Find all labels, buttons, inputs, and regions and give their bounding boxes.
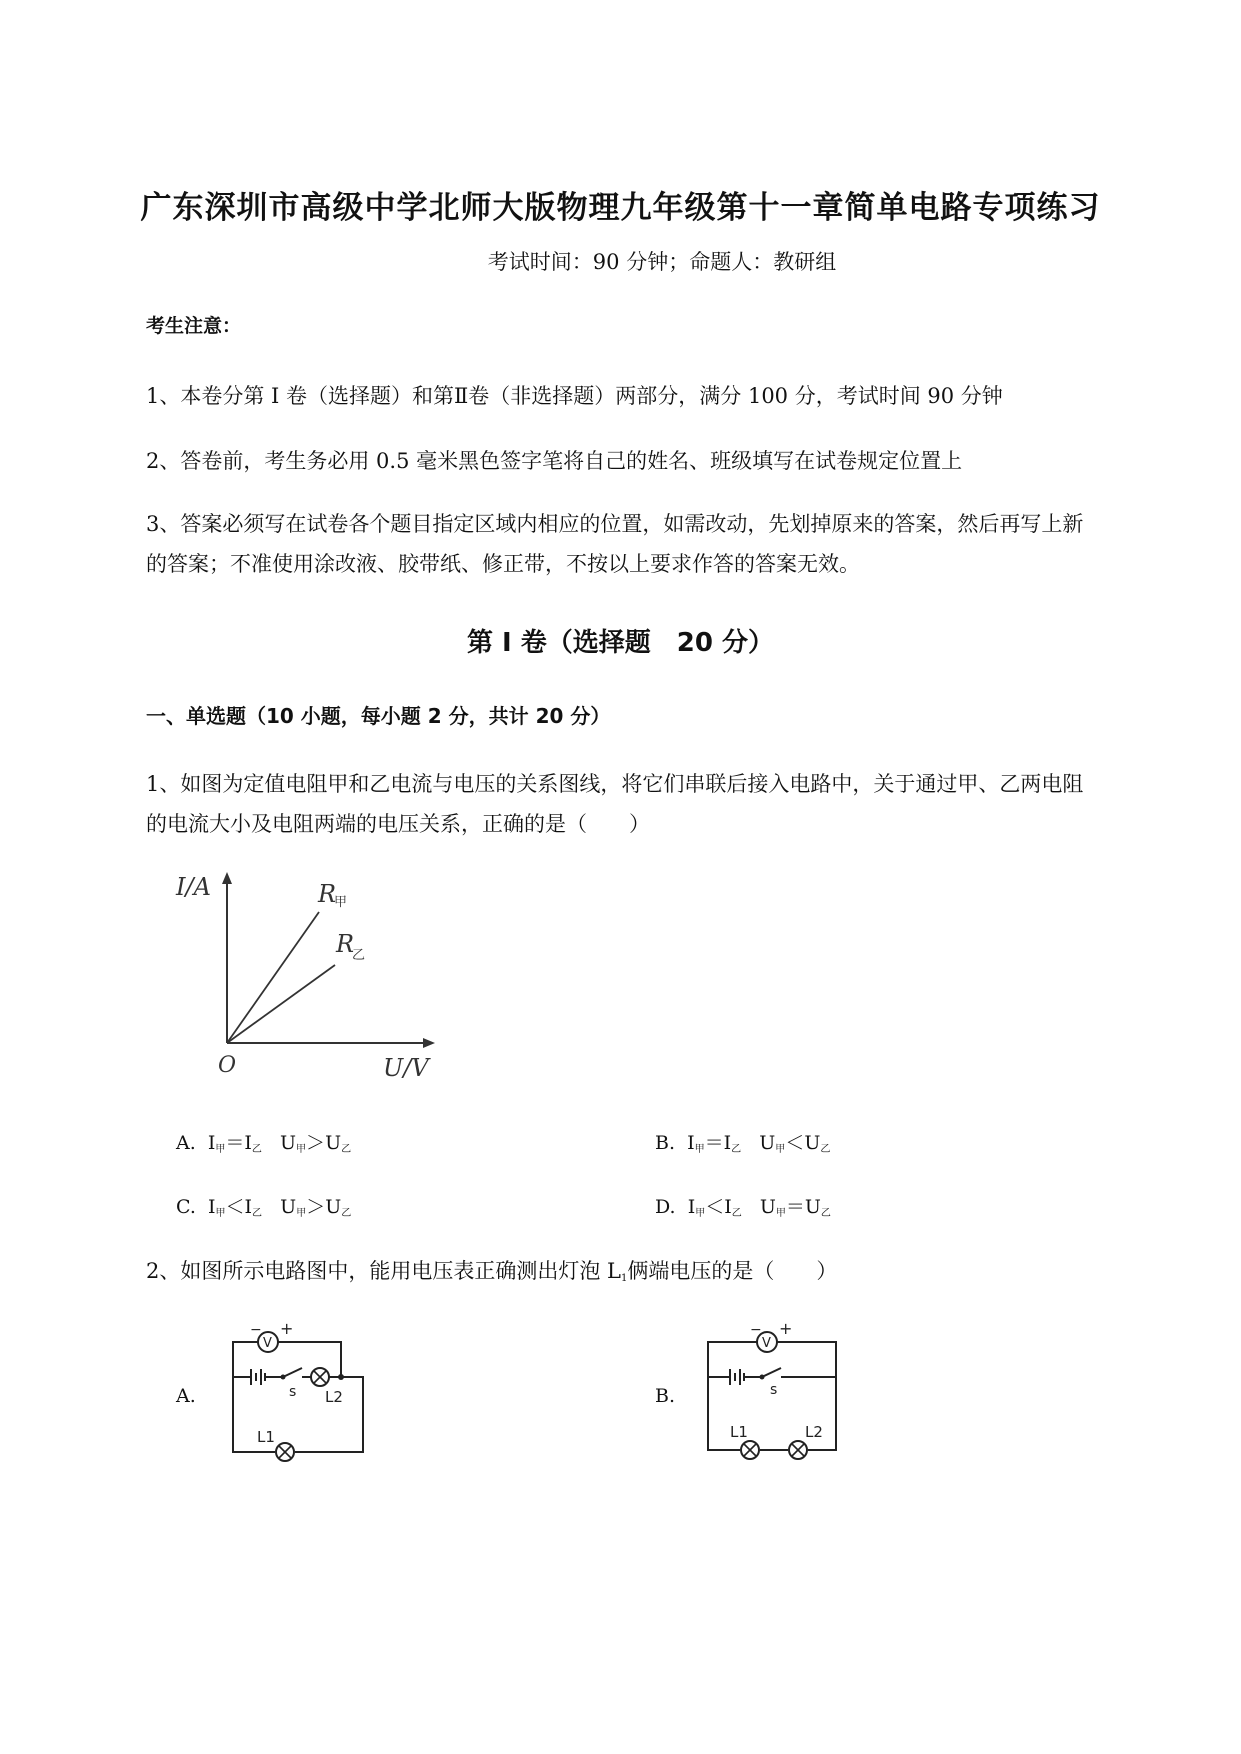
line-r-jia <box>227 912 319 1043</box>
question-1-text: 1、如图为定值电阻甲和乙电流与电压的关系图线，将它们串联后接入电路中，关于通过甲、乙两电阻 <box>146 772 1084 796</box>
l1-b-label: L1 <box>730 1423 748 1441</box>
bulb-b-l2-icon <box>789 1441 807 1459</box>
r-jia-label: R <box>318 880 337 908</box>
question-group-heading: 一、单选题（10 小题，每小题 2 分，共计 20 分） <box>146 704 611 728</box>
l1-label: L1 <box>257 1428 275 1446</box>
question-1-text-cont: 的电流大小及电阻两端的电压关系，正确的是（ ） <box>146 812 650 836</box>
y-axis-arrow <box>222 872 232 884</box>
bulb-l2-icon <box>311 1368 329 1386</box>
x-axis-label: U/V <box>383 1054 429 1082</box>
page-title: 广东深圳市高级中学北师大版物理九年级第十一章简单电路专项练习 <box>140 190 1101 226</box>
line-r-yi <box>227 965 335 1043</box>
question-2-text: 2、如图所示电路图中，能用电压表正确测出灯泡 $L_1$俩端电压的是（ ） <box>146 1259 838 1284</box>
battery-b-icon <box>730 1369 744 1385</box>
iu-graph <box>170 868 440 1088</box>
switch-b-label: s <box>770 1382 778 1398</box>
r-jia-subscript: 甲 <box>334 895 348 910</box>
svg-text:V: V <box>263 1336 272 1351</box>
x-axis-arrow <box>423 1038 435 1048</box>
svg-text:V: V <box>762 1336 771 1351</box>
circuit-b <box>700 1322 880 1472</box>
notice-3-cont: 的答案；不准使用涂改液、胶带纸、修正带，不按以上要求作答的答案无效。 <box>146 552 860 576</box>
svg-text:+: + <box>779 1322 793 1338</box>
option-d[interactable]: D. $I_甲<I_乙$ $U_甲=U_乙$ <box>655 1196 831 1219</box>
r-yi-subscript: 乙 <box>352 948 366 963</box>
origin-label: O <box>218 1053 237 1078</box>
switch-label: s <box>289 1384 297 1400</box>
circuit-a <box>225 1322 405 1472</box>
svg-text:+: + <box>280 1322 294 1338</box>
notice-label: 考生注意： <box>146 315 242 337</box>
notice-1: 1、本卷分第 I 卷（选择题）和第Ⅱ卷（非选择题）两部分，满分 100 分，考试时间 90 分钟 <box>146 384 1003 408</box>
battery-icon <box>251 1369 265 1385</box>
option-b[interactable]: B. $I_甲=I_乙$ $U_甲<U_乙$ <box>655 1132 831 1155</box>
notice-2: 2、答卷前，考生务必用 0.5 毫米黑色签字笔将自己的姓名、班级填写在试卷规定位置上 <box>146 449 963 473</box>
svg-text:−: − <box>250 1322 262 1338</box>
r-yi-label: R <box>336 930 355 958</box>
bulb-l1-icon <box>276 1443 294 1461</box>
circuit-option-b-label[interactable]: B. <box>655 1385 676 1407</box>
notice-3: 3、答案必须写在试卷各个题目指定区域内相应的位置，如需改动，先划掉原来的答案，然后再写上新 <box>146 512 1084 536</box>
section-title: 第 I 卷（选择题 20 分） <box>466 628 774 658</box>
l2-b-label: L2 <box>805 1423 823 1441</box>
svg-text:−: − <box>750 1322 762 1338</box>
bulb-b-l1-icon <box>741 1441 759 1459</box>
option-c[interactable]: C. $I_甲<I_乙$ $U_甲>U_乙$ <box>176 1196 352 1219</box>
circuit-option-a-label[interactable]: A. <box>176 1385 196 1407</box>
exam-info: 考试时间：90 分钟；命题人：教研组 <box>487 250 837 274</box>
l2-label: L2 <box>325 1388 343 1406</box>
y-axis-label: I/A <box>176 873 211 901</box>
option-a[interactable]: A. $I_甲=I_乙$ $U_甲>U_乙$ <box>176 1132 352 1155</box>
